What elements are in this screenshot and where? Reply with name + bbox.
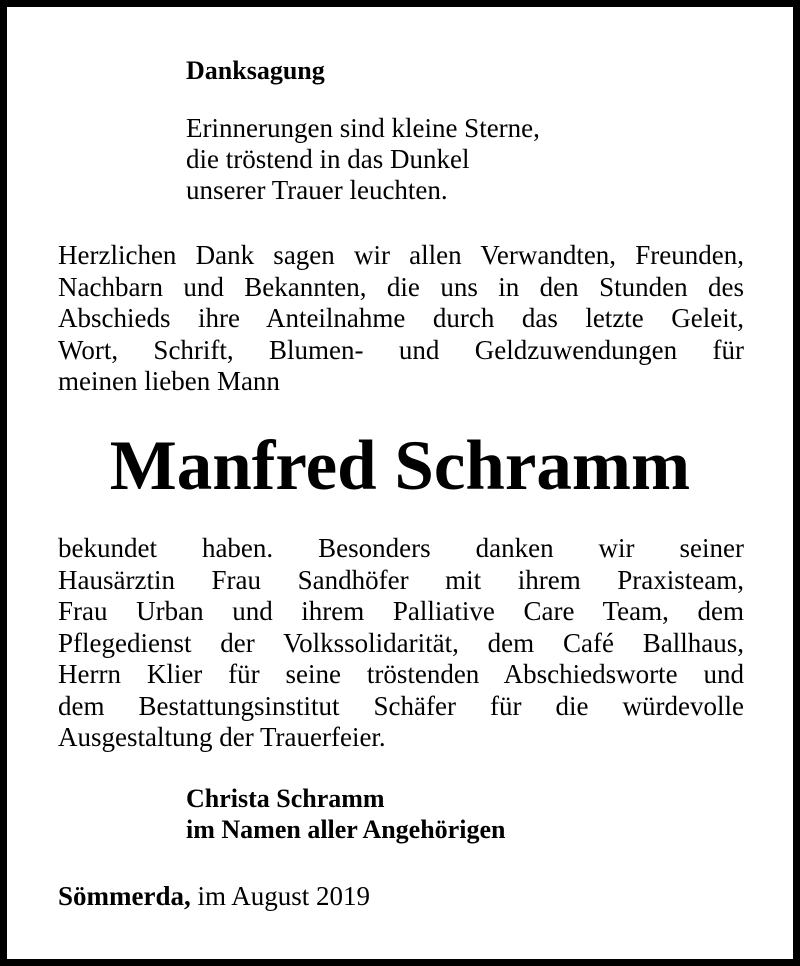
thanks-paragraph [58, 240, 744, 398]
poem-line: die tröstend in das Dunkel [186, 144, 470, 174]
signature [186, 783, 505, 845]
place-and-date [58, 880, 370, 912]
signature-on-behalf: im Namen aller Angehörigen [186, 815, 506, 844]
place: Sömmerda, [58, 881, 191, 911]
deceased-name: Manfred Schramm [109, 427, 691, 505]
signature-name: Christa Schramm [186, 784, 385, 813]
paragraph-line: Abschieds ihre Anteilnahme durch das letzte Geleit, [58, 303, 744, 333]
poem [186, 113, 540, 206]
paragraph-line: Nachbarn und Bekannten, die uns in den Stunden des [58, 271, 744, 302]
poem-line: unserer Trauer leuchten. [186, 175, 448, 205]
poem-line: Erinnerungen sind kleine Sterne, [186, 113, 540, 143]
paragraph-line: Hausärztin Frau Sandhöfer mit ihrem Praxisteam, [58, 564, 744, 595]
paragraph-line: dem Bestattungsinstitut Schäfer für die würdevolle [58, 690, 744, 721]
paragraph-line: Herzlichen Dank sagen wir allen Verwandten, Freunden, [58, 240, 744, 270]
paragraph-line: Wort, Schrift, Blumen- und Geldzuwendungen für [58, 334, 744, 365]
date: im August 2019 [190, 881, 371, 911]
paragraph-line: bekundet haben. Besonders danken wir seiner [58, 533, 744, 563]
notice-heading: Danksagung [186, 56, 325, 85]
special-thanks-paragraph [58, 533, 744, 754]
paragraph-line: Herrn Klier für seine tröstenden Abschiedsworte und [58, 659, 744, 689]
paragraph-line: Ausgestaltung der Trauerfeier. [58, 722, 386, 752]
paragraph-line: meinen lieben Mann [58, 366, 280, 396]
paragraph-line: Frau Urban und ihrem Palliative Care Team, dem [58, 596, 744, 626]
paragraph-line: Pflegedienst der Volkssolidarität, dem Café Ballhaus, [58, 627, 744, 658]
